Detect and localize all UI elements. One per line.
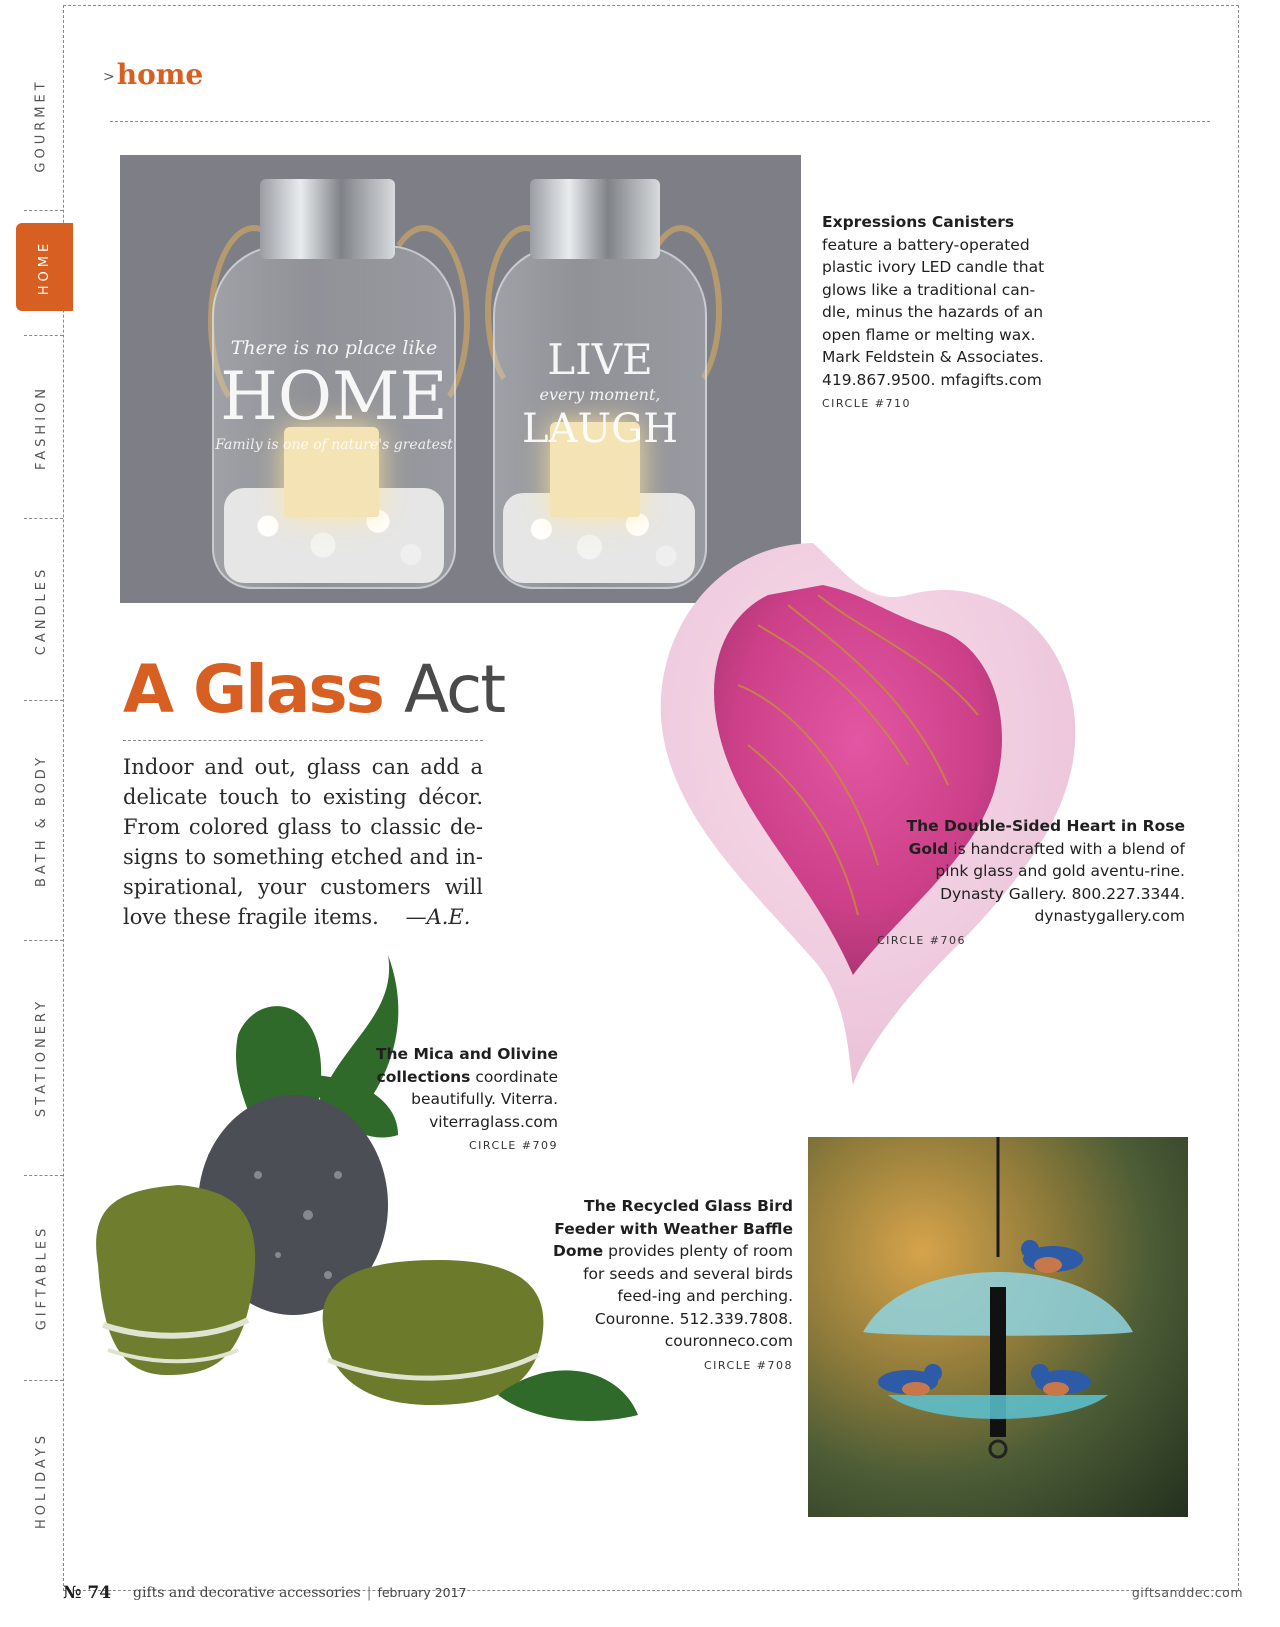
jar-inscription: every moment, bbox=[539, 385, 661, 404]
sidebar-tab-fashion[interactable] bbox=[20, 345, 63, 510]
jar-inscription: There is no place like bbox=[230, 337, 438, 359]
sidebar-tab-label: CANDLES bbox=[34, 565, 50, 656]
caption-body: coordinate beautifully. Viterra. viterraglass.com bbox=[411, 1067, 558, 1131]
jar-inscription: LAUGH bbox=[522, 406, 678, 452]
jar-inscription: HOME bbox=[220, 358, 448, 435]
caption-title: The Double-Sided Heart in Rose Gold bbox=[906, 817, 1185, 858]
sidebar-divider bbox=[24, 210, 63, 211]
sidebar-divider bbox=[24, 518, 63, 519]
publication-name: gifts and decorative accessories bbox=[133, 1585, 361, 1601]
jar-lid bbox=[260, 179, 395, 259]
footer-separator: | bbox=[366, 1585, 372, 1601]
caption-feeder bbox=[540, 1195, 793, 1377]
sidebar-divider bbox=[24, 940, 63, 941]
section-heading-text: home bbox=[116, 58, 204, 91]
intro-text: Indoor and out, glass can add a delicate touch to existing décor. From colored glass to classic de-signs to something etched and in-spirational, your customers will love these fragile items. bbox=[123, 755, 483, 929]
circle-number: CIRCLE #709 bbox=[469, 1139, 558, 1152]
sidebar-divider bbox=[24, 1380, 63, 1381]
caption-mica bbox=[375, 1043, 558, 1158]
caption-title: The Recycled Glass Bird Feeder with Weather Baffle Dome bbox=[553, 1197, 793, 1260]
sidebar-tab-giftables[interactable] bbox=[20, 1185, 63, 1370]
sidebar-tab-label: STATIONERY bbox=[34, 997, 49, 1118]
sidebar-divider bbox=[24, 335, 63, 336]
sidebar-tab-label: HOME bbox=[36, 239, 52, 295]
jar-inscription: Family is one of nature's greatest bbox=[215, 437, 453, 453]
glass-jar bbox=[212, 245, 456, 589]
chevron-right-icon: > bbox=[103, 69, 115, 85]
headline-divider bbox=[123, 740, 483, 741]
website-link[interactable]: giftsanddec.com bbox=[1131, 1585, 1243, 1600]
circle-number: CIRCLE #710 bbox=[822, 397, 911, 410]
circle-number: CIRCLE #706 bbox=[877, 933, 966, 947]
caption-body: feature a battery-operated plastic ivory LED candle that glows like a traditional can-dle, minus the hazards of an open flame or melting wax. Mark Feldstein & Associates. 419.867.9500. mfagifts.com bbox=[822, 235, 1045, 389]
publication-line bbox=[133, 1585, 467, 1601]
article-intro bbox=[123, 752, 483, 932]
article-headline bbox=[123, 650, 504, 730]
headline-light: Act bbox=[403, 651, 505, 728]
sidebar-tab-label: GIFTABLES bbox=[34, 1224, 50, 1331]
sidebar-tab-candles[interactable] bbox=[20, 528, 63, 693]
headline-bold: A Glass bbox=[123, 651, 383, 728]
sidebar-tab-stationery[interactable] bbox=[20, 950, 63, 1165]
section-heading bbox=[103, 58, 203, 91]
caption-body: is handcrafted with a blend of pink glass and gold aventu-rine. Dynasty Gallery. 800.227.3344. dynastygallery.com bbox=[935, 839, 1185, 925]
caption-title: Expressions Canisters bbox=[822, 213, 1015, 231]
section-divider bbox=[110, 121, 1210, 122]
issue-date: february 2017 bbox=[377, 1585, 467, 1600]
caption-heart bbox=[875, 815, 1185, 952]
sidebar-tab-label: BATH & BODY bbox=[34, 753, 49, 887]
sidebar-divider bbox=[24, 1175, 63, 1176]
sidebar-tab-bath-and-body[interactable] bbox=[20, 710, 63, 930]
sidebar-tab-label: GOURMET bbox=[34, 77, 50, 173]
page-footer bbox=[63, 1583, 1243, 1607]
bird-feeder-photo bbox=[808, 1137, 1188, 1517]
jar-lid bbox=[530, 179, 660, 259]
sidebar-tab-gourmet[interactable] bbox=[20, 50, 63, 200]
page-number: № 74 bbox=[63, 1583, 112, 1603]
circle-number: CIRCLE #708 bbox=[704, 1358, 793, 1372]
sidebar-tab-label: HOLIDAYS bbox=[34, 1431, 50, 1529]
caption-body: provides plenty of room for seeds and several birds feed-ing and perching. Couronne. 512.339.7808. couronneco.com bbox=[583, 1242, 793, 1350]
caption-title: The Mica and Olivine collections bbox=[375, 1045, 558, 1086]
intro-signature: —A.E. bbox=[405, 905, 471, 929]
sidebar-tab-holidays[interactable] bbox=[20, 1390, 63, 1570]
sidebar-divider bbox=[24, 700, 63, 701]
sidebar-tab-label: FASHION bbox=[34, 385, 49, 470]
jar-inscription: LIVE bbox=[547, 335, 653, 384]
caption-canisters bbox=[822, 211, 1057, 416]
sidebar-tab-home[interactable] bbox=[16, 223, 73, 311]
